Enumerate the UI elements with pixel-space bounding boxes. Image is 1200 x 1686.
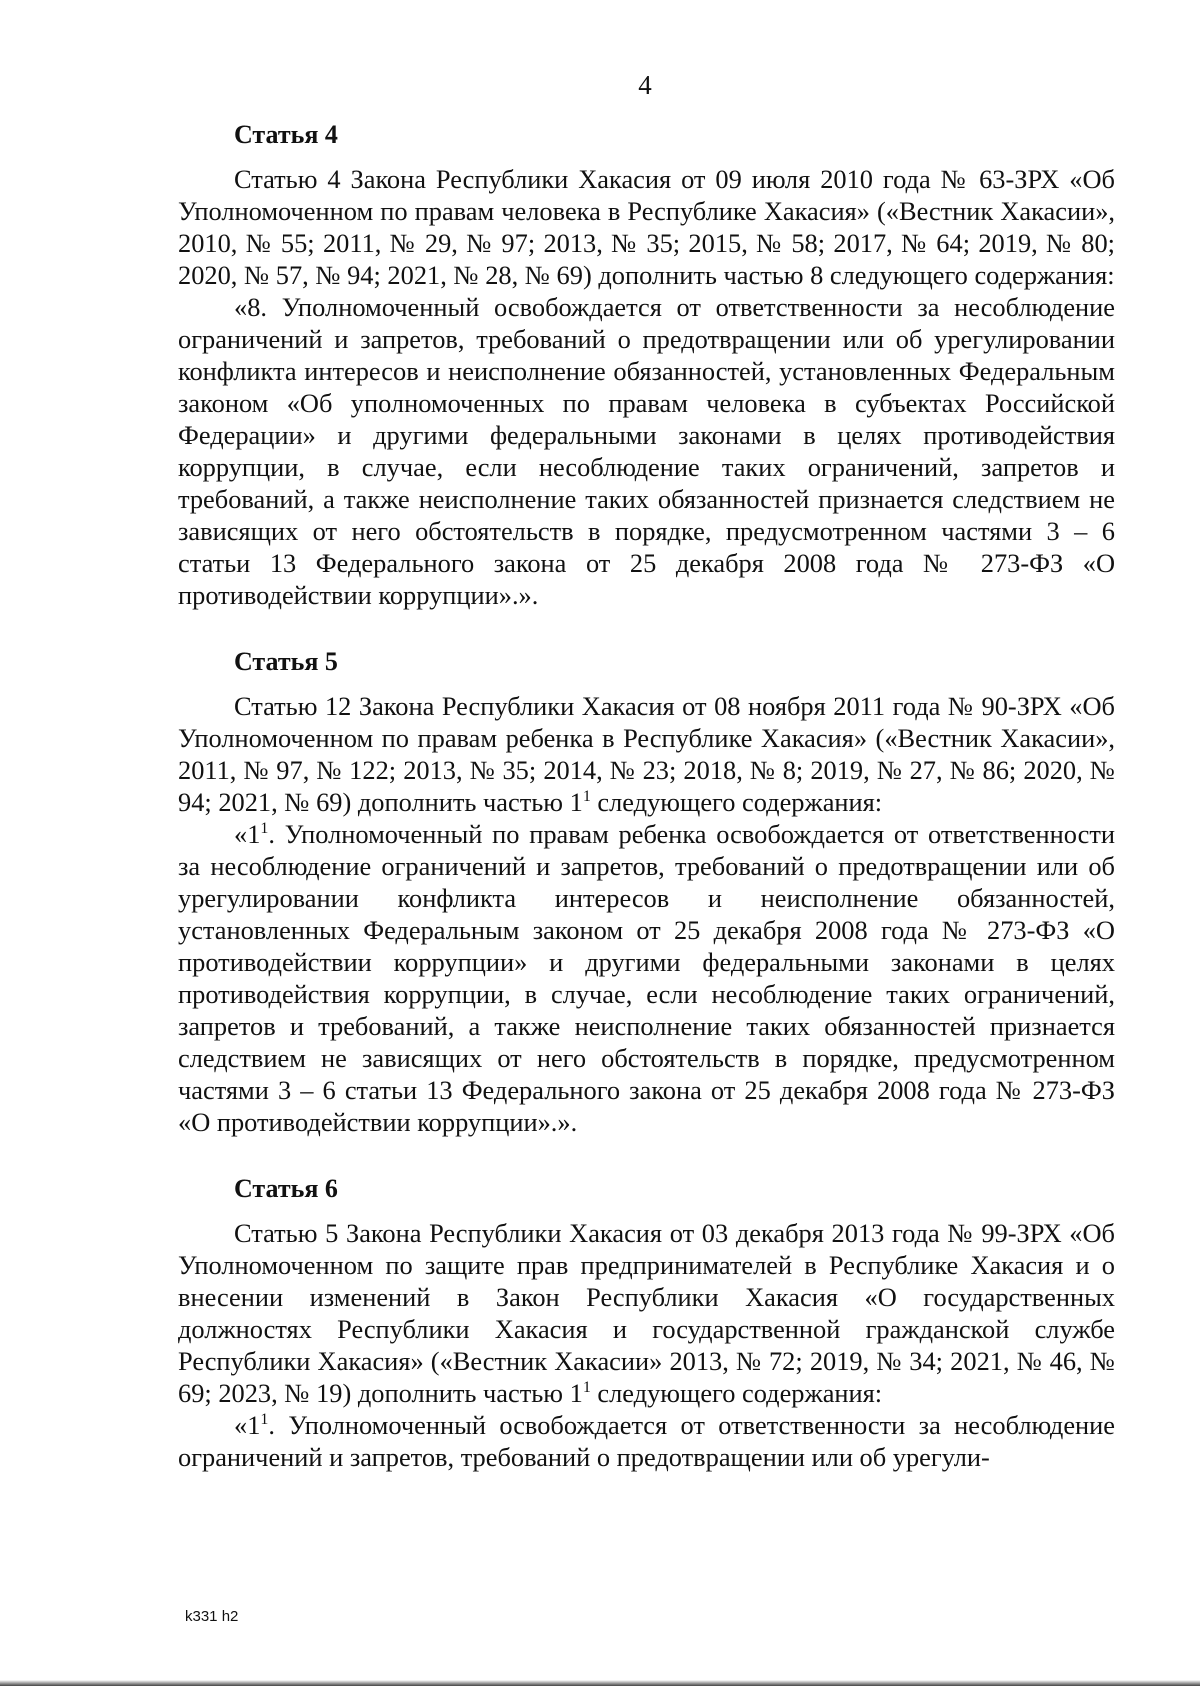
- superscript: 1: [260, 820, 269, 838]
- article-paragraph: «8. Уполномоченный освобождается от ответственности за несоблюдение ограничений и запретов, требований о предотвращении или об урегулировании конфликта интересов и неисполнение обязанностей, установленных Федеральным законом «Об уполномоченных по правам человека в субъектах Российской Федерации» и другими федеральными законами в целях противодействия коррупции, в случае, если несоблюдение таких ограничений, запретов и требований, а также неисполнение таких обязанностей признается следствием не зависящих от него обстоятельств в порядке, предусмотренном частями 3 – 6 статьи 13 Федерального закона от 25 декабря 2008 года № 273-ФЗ «О противодействии коррупции».».: [178, 292, 1115, 610]
- article-paragraph: Статью 4 Закона Республики Хакасия от 09 июля 2010 года № 63-ЗРХ «Об Уполномоченном по правам человека в Республике Хакасия» («Вестник Хакасии», 2010, № 55; 2011, № 29, № 97; 2013, № 35; 2015, № 58; 2017, № 64; 2019, № 80; 2020, № 57, № 94; 2021, № 28, № 69) дополнить частью 8 следующего содержания:: [178, 164, 1115, 290]
- paragraph-text: следующего содержания:: [590, 787, 883, 817]
- superscript: 1: [582, 1379, 591, 1397]
- page-number: 4: [638, 70, 652, 100]
- article-paragraph: [178, 690, 1115, 818]
- scan-edge-divider: [0, 1680, 1200, 1686]
- paragraph-text: следующего содержания:: [590, 1378, 883, 1408]
- paragraph-text: Статью 12 Закона Республики Хакасия от 08 ноября 2011 года № 90-ЗРХ «Об Уполномоченном по правам ребенка в Республике Хакасия» («Вестник Хакасии», 2011, № 97, № 122; 2013, № 35; 2014, № 23; 2018, № 8; 2019, № 27, № 86; 2020, № 94; 2021, № 69) дополнить частью 1: [178, 691, 1115, 817]
- article-paragraph: [178, 1217, 1115, 1409]
- paragraph-text: . Уполномоченный по правам ребенка освобождается от ответственности за несоблюдение ограничений и запретов, требований о предотвращении или об урегулировании конфликта интересов и неисполнение обязанностей, установленных Федеральным законом от 25 декабря 2008 года № 273-ФЗ «О противодействии коррупции» и другими федеральными законами в целях противодействия коррупции, в случае, если несоблюдение таких ограничений, запретов и требований, а также неисполнение таких обязанностей признается следствием не зависящих от него обстоятельств в порядке, предусмотренном частями 3 – 6 статьи 13 Федерального закона от 25 декабря 2008 года № 273-ФЗ «О противодействии коррупции».».: [178, 819, 1115, 1137]
- superscript: 1: [582, 788, 591, 806]
- article-4: [178, 118, 1115, 611]
- article-5: [178, 645, 1115, 1138]
- article-heading: Статья 6: [234, 1174, 338, 1203]
- paragraph-text: «1: [234, 1410, 261, 1440]
- article-paragraph: [178, 1409, 1115, 1473]
- document-code: k331 h2: [185, 1608, 239, 1625]
- article-heading: Статья 4: [234, 120, 338, 149]
- article-heading: Статья 5: [234, 647, 338, 676]
- article-6: [178, 1172, 1115, 1473]
- article-paragraph: [178, 818, 1115, 1138]
- paragraph-text: «1: [234, 819, 261, 849]
- superscript: 1: [260, 1411, 269, 1429]
- document-body: [178, 118, 1115, 1507]
- paragraph-text: . Уполномоченный освобождается от ответственности за несоблюдение ограничений и запретов, требований о предотвращении или об урегули-: [178, 1410, 1115, 1472]
- paragraph-text: Статью 5 Закона Республики Хакасия от 03 декабря 2013 года № 99-ЗРХ «Об Уполномоченном по защите прав предпринимателей в Республике Хакасия и о внесении изменений в Закон Республики Хакасия «О государственных должностях Республики Хакасия и государственной гражданской службе Республики Хакасия» («Вестник Хакасии» 2013, № 72; 2019, № 34; 2021, № 46, № 69; 2023, № 19) дополнить частью 1: [178, 1218, 1115, 1408]
